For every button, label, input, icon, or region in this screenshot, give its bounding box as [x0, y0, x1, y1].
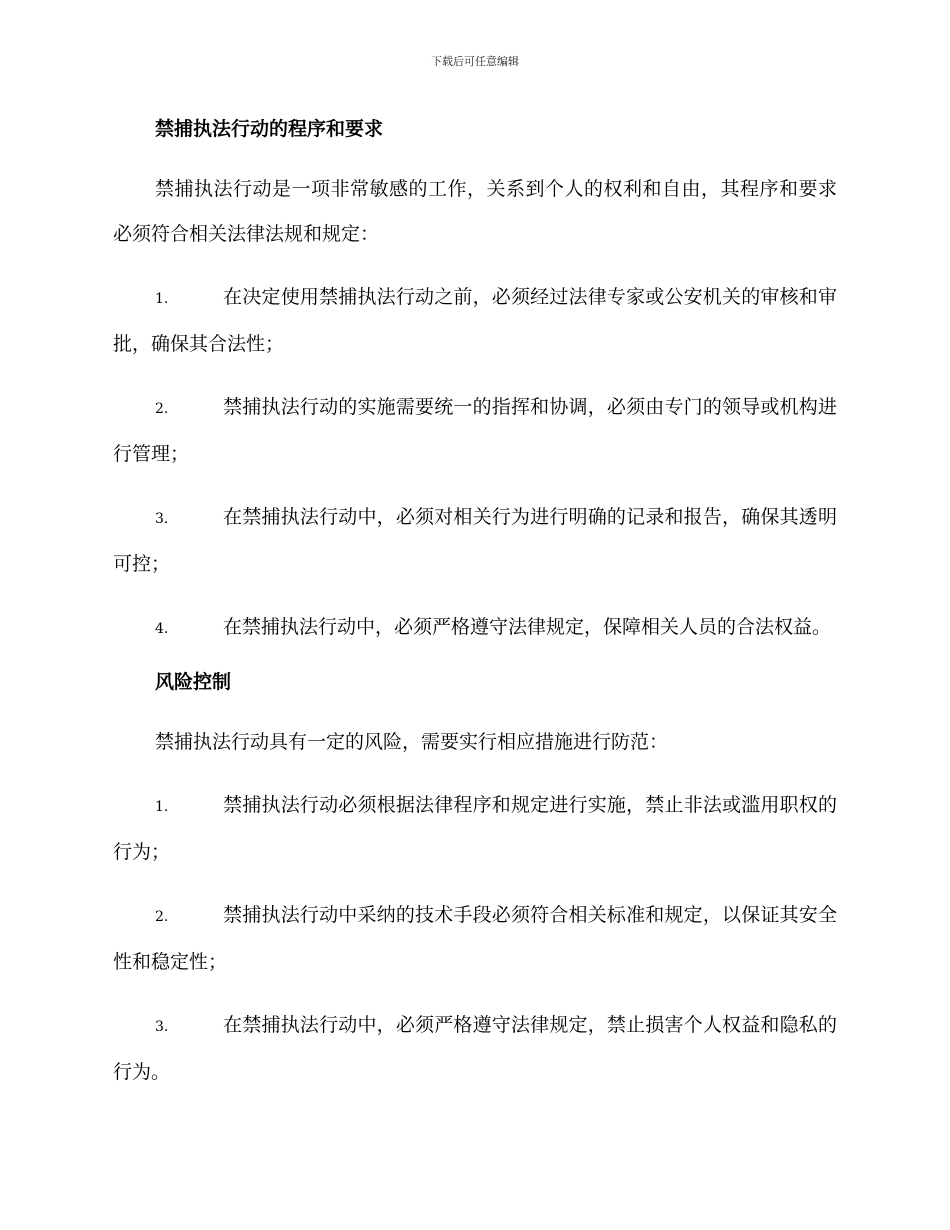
list-item: [113, 275, 837, 367]
list-number: 3.: [155, 511, 169, 527]
section-heading-risk-control: 风险控制: [155, 671, 232, 693]
list-item-text: 在决定使用禁捕执法行动之前，必须经过法律专家或公安机关的审核和审批，确保其合法性；: [113, 286, 837, 355]
list-number: 3.: [155, 1019, 169, 1035]
list-item-text: 在禁捕执法行动中，必须严格遵守法律规定，禁止损害个人权益和隐私的行为。: [113, 1014, 837, 1083]
list-item: [113, 783, 837, 875]
list-item: [113, 1003, 837, 1095]
section-heading-procedure: 禁捕执法行动的程序和要求: [155, 118, 384, 140]
list-item: [113, 385, 837, 477]
list-number: 1.: [155, 291, 169, 307]
section-intro-procedure: 禁捕执法行动是一项非常敏感的工作，关系到个人的权利和自由，其程序和要求必须符合相关法律法规和规定：: [113, 178, 837, 245]
list-number: 4.: [155, 621, 169, 637]
list-item: [113, 605, 837, 652]
list-item-text: 在禁捕执法行动中，必须严格遵守法律规定，保障相关人员的合法权益。: [223, 616, 832, 638]
list-number: 1.: [155, 799, 169, 815]
list-item-text: 在禁捕执法行动中，必须对相关行为进行明确的记录和报告，确保其透明可控；: [113, 506, 837, 575]
list-number: 2.: [155, 401, 169, 417]
list-number: 2.: [155, 909, 169, 925]
list-item: [113, 495, 837, 587]
document-body: [113, 113, 837, 1095]
list-item-text: 禁捕执法行动的实施需要统一的指挥和协调，必须由专门的领导或机构进行管理；: [113, 396, 837, 465]
page-header-note: 下载后可任意编辑: [431, 55, 519, 68]
list-item-text: 禁捕执法行动必须根据法律程序和规定进行实施，禁止非法或滥用职权的行为；: [113, 794, 837, 863]
section-intro-risk-control: 禁捕执法行动具有一定的风险，需要实行相应措施进行防范：: [155, 731, 669, 753]
list-item: [113, 893, 837, 985]
list-item-text: 禁捕执法行动中采纳的技术手段必须符合相关标准和规定，以保证其安全性和稳定性；: [113, 904, 837, 973]
